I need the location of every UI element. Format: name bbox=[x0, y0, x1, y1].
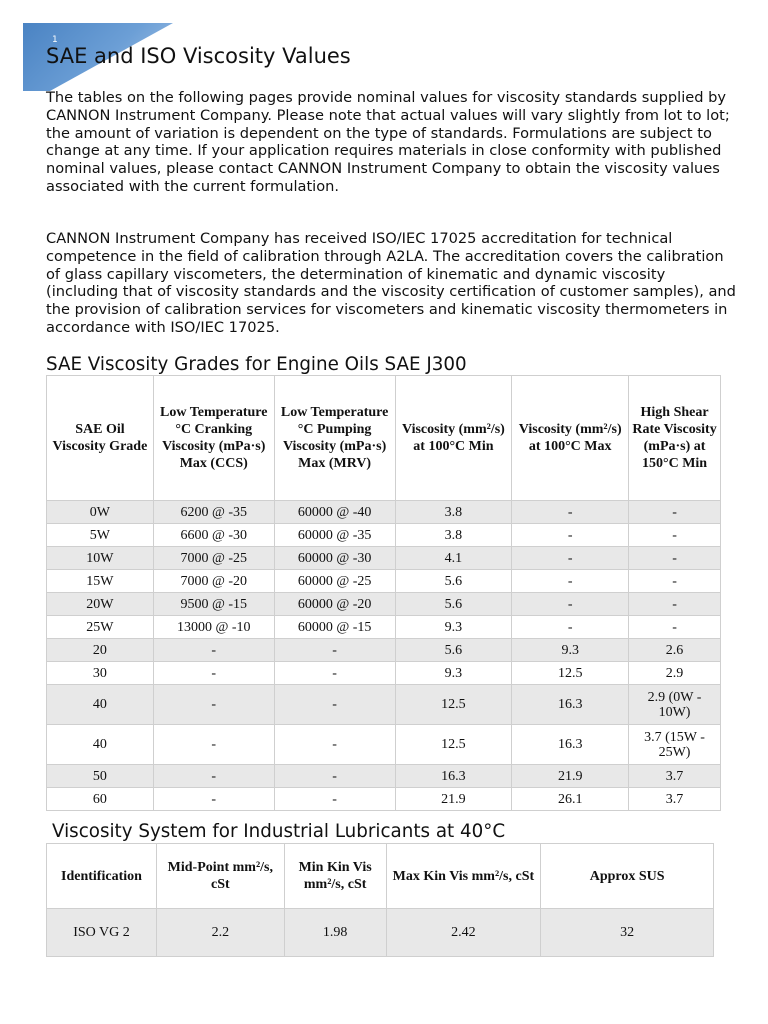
column-header: Low Temperature °C Pumping Viscosity (mPa·s) Max (MRV) bbox=[274, 376, 395, 501]
table-cell: 60000 @ -25 bbox=[274, 570, 395, 593]
table-cell: 2.9 bbox=[629, 662, 721, 685]
column-header: Viscosity (mm²/s) at 100°C Max bbox=[512, 376, 629, 501]
table-cell: - bbox=[512, 524, 629, 547]
table-header-row bbox=[47, 844, 714, 909]
table-cell: 60000 @ -40 bbox=[274, 501, 395, 524]
table-cell: 60000 @ -30 bbox=[274, 547, 395, 570]
table-cell: 26.1 bbox=[512, 788, 629, 811]
table-cell: 40 bbox=[47, 725, 154, 765]
table-cell: 5.6 bbox=[395, 570, 512, 593]
table-cell: 21.9 bbox=[512, 765, 629, 788]
table-cell: 9.3 bbox=[395, 662, 512, 685]
iso-table-heading: Viscosity System for Industrial Lubricants at 40°C bbox=[52, 821, 506, 842]
table-cell: - bbox=[629, 501, 721, 524]
table-cell: - bbox=[153, 685, 274, 725]
table-cell: 7000 @ -20 bbox=[153, 570, 274, 593]
table-cell: 6600 @ -30 bbox=[153, 524, 274, 547]
column-header: Mid-Point mm²/s, cSt bbox=[156, 844, 284, 909]
table-cell: 16.3 bbox=[395, 765, 512, 788]
table-cell: 2.9 (0W - 10W) bbox=[629, 685, 721, 725]
column-header: Low Temperature °C Cranking Viscosity (mPa·s) Max (CCS) bbox=[153, 376, 274, 501]
table-cell: 5.6 bbox=[395, 593, 512, 616]
table-cell: - bbox=[512, 593, 629, 616]
table-cell: 21.9 bbox=[395, 788, 512, 811]
table-cell: 3.8 bbox=[395, 501, 512, 524]
table-cell: 16.3 bbox=[512, 725, 629, 765]
table-cell: - bbox=[629, 547, 721, 570]
table-row bbox=[47, 909, 714, 957]
intro-paragraph: The tables on the following pages provide nominal values for viscosity standards supplied by CANNON Instrument Company. Please note that actual values will vary slightly from lot to lot; the amount of variation is dependent on the type of standards. Formulations are subject to change at any time. If your application requires materials in close conformity with published nominal values, please contact CANNON Instrument Company to obtain the viscosity values associated with the current formulation. bbox=[46, 89, 730, 195]
table-cell: 5W bbox=[47, 524, 154, 547]
table-cell: 30 bbox=[47, 662, 154, 685]
table-cell: - bbox=[274, 788, 395, 811]
table-row bbox=[47, 547, 721, 570]
table-cell: 6200 @ -35 bbox=[153, 501, 274, 524]
table-cell: - bbox=[629, 524, 721, 547]
table-cell: 50 bbox=[47, 765, 154, 788]
table-cell: - bbox=[153, 725, 274, 765]
table-row bbox=[47, 639, 721, 662]
table-cell: 20W bbox=[47, 593, 154, 616]
table-cell: 2.42 bbox=[386, 909, 541, 957]
table-row bbox=[47, 765, 721, 788]
table-cell: - bbox=[274, 725, 395, 765]
table-cell: 1.98 bbox=[284, 909, 386, 957]
table-cell: 5.6 bbox=[395, 639, 512, 662]
column-header: Min Kin Vis mm²/s, cSt bbox=[284, 844, 386, 909]
table-cell: 20 bbox=[47, 639, 154, 662]
table-cell: 9500 @ -15 bbox=[153, 593, 274, 616]
table-cell: - bbox=[512, 501, 629, 524]
table-row bbox=[47, 616, 721, 639]
table-cell: 3.7 bbox=[629, 765, 721, 788]
table-cell: - bbox=[629, 616, 721, 639]
table-cell: 60 bbox=[47, 788, 154, 811]
table-cell: - bbox=[274, 662, 395, 685]
table-cell: - bbox=[512, 547, 629, 570]
table-header-row bbox=[47, 376, 721, 501]
table-cell: - bbox=[153, 788, 274, 811]
table-cell: 10W bbox=[47, 547, 154, 570]
table-cell: - bbox=[153, 662, 274, 685]
table-cell: ISO VG 2 bbox=[47, 909, 157, 957]
table-row bbox=[47, 570, 721, 593]
table-cell: 9.3 bbox=[395, 616, 512, 639]
table-cell: 0W bbox=[47, 501, 154, 524]
table-row bbox=[47, 501, 721, 524]
table-cell: 13000 @ -10 bbox=[153, 616, 274, 639]
table-cell: 3.7 (15W - 25W) bbox=[629, 725, 721, 765]
table-cell: 4.1 bbox=[395, 547, 512, 570]
table-row bbox=[47, 788, 721, 811]
table-cell: 12.5 bbox=[395, 725, 512, 765]
table-cell: - bbox=[153, 639, 274, 662]
table-cell: 7000 @ -25 bbox=[153, 547, 274, 570]
column-header: Max Kin Vis mm²/s, cSt bbox=[386, 844, 541, 909]
column-header: Viscosity (mm²/s) at 100°C Min bbox=[395, 376, 512, 501]
table-row bbox=[47, 725, 721, 765]
table-cell: 60000 @ -15 bbox=[274, 616, 395, 639]
table-row bbox=[47, 524, 721, 547]
table-cell: - bbox=[512, 616, 629, 639]
table-cell: - bbox=[153, 765, 274, 788]
table-cell: 2.2 bbox=[156, 909, 284, 957]
table-cell: - bbox=[629, 593, 721, 616]
table-cell: 3.7 bbox=[629, 788, 721, 811]
page-number: 1 bbox=[52, 35, 58, 45]
table-row bbox=[47, 662, 721, 685]
column-header: Approx SUS bbox=[541, 844, 714, 909]
sae-viscosity-table bbox=[46, 375, 721, 811]
table-cell: - bbox=[629, 570, 721, 593]
page-title: SAE and ISO Viscosity Values bbox=[46, 44, 351, 68]
iso-viscosity-table bbox=[46, 843, 714, 957]
table-cell: 60000 @ -20 bbox=[274, 593, 395, 616]
table-row bbox=[47, 685, 721, 725]
table-cell: 15W bbox=[47, 570, 154, 593]
sae-table-heading: SAE Viscosity Grades for Engine Oils SAE J300 bbox=[46, 354, 467, 375]
table-cell: - bbox=[274, 685, 395, 725]
table-cell: - bbox=[512, 570, 629, 593]
table-cell: 12.5 bbox=[512, 662, 629, 685]
table-row bbox=[47, 593, 721, 616]
table-cell: 9.3 bbox=[512, 639, 629, 662]
table-cell: 16.3 bbox=[512, 685, 629, 725]
table-cell: 3.8 bbox=[395, 524, 512, 547]
column-header: SAE Oil Viscosity Grade bbox=[47, 376, 154, 501]
table-cell: 32 bbox=[541, 909, 714, 957]
table-cell: - bbox=[274, 765, 395, 788]
table-cell: 60000 @ -35 bbox=[274, 524, 395, 547]
table-cell: 12.5 bbox=[395, 685, 512, 725]
column-header: Identification bbox=[47, 844, 157, 909]
table-cell: 40 bbox=[47, 685, 154, 725]
table-cell: - bbox=[274, 639, 395, 662]
table-cell: 25W bbox=[47, 616, 154, 639]
column-header: High Shear Rate Viscosity (mPa·s) at 150°C Min bbox=[629, 376, 721, 501]
accreditation-paragraph: CANNON Instrument Company has received ISO/IEC 17025 accreditation for technical competence in the field of calibration through A2LA. The accreditation covers the calibration of glass capillary viscometers, the determination of kinematic and dynamic viscosity (including that of viscosity standards and the viscosity certification of customer samples), and the provision of calibration services for viscometers and kinematic viscosity thermometers in accordance with ISO/IEC 17025. bbox=[46, 230, 736, 336]
table-cell: 2.6 bbox=[629, 639, 721, 662]
